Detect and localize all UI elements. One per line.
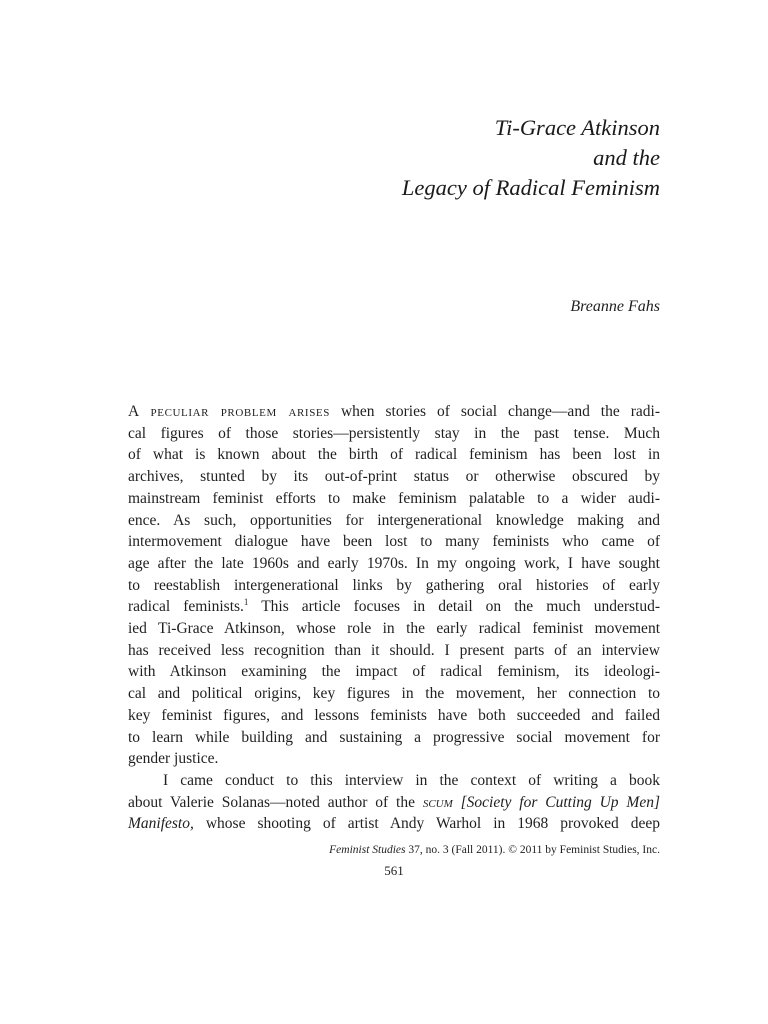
body-line-text: whose shooting of artist Andy Warhol in 1968 provoked deep [193,815,660,833]
body-line: intermovement dialogue have been lost to many feminists who came of [128,533,660,551]
body-line: I came conduct to this interview in the context of writing a book [163,771,660,789]
body-line [128,401,660,423]
body-line: cal and political origins, key figures in the movement, her connection to [128,685,660,703]
body-line: of what is known about the birth of radical feminism has been lost in [128,446,660,464]
body-line-text: when stories of social change—and the radi- [329,403,660,420]
title-line-2: and the [593,145,660,170]
body-line: archives, stunted by its out-of-print status or otherwise obscured by [128,468,660,486]
body-line: has received less recognition than it should. I present parts of an interview [128,641,660,659]
body-line: mainstream feminist efforts to make feminism palatable to a wider audi- [128,489,660,507]
body-line: gender justice. [128,750,219,768]
footnote-marker[interactable]: 1 [243,597,249,608]
body-line: ence. As such, opportunities for intergenerational knowledge making and [128,511,660,529]
scum-subtitle: [Society for Cutting Up Men] [452,793,660,811]
manifesto-word: Manifesto, [128,815,194,833]
title-line-3: Legacy of Radical Feminism [401,175,660,200]
scum-smallcaps: scum [422,793,453,811]
citation-text: 37, no. 3 (Fall 2011). © 2011 by Feminist Studies, Inc. [405,844,660,856]
body-line: with Atkinson examining the impact of radical feminism, its ideologi- [128,663,660,681]
body-line [128,596,660,618]
body-line-text: This article focuses in detail on the much understud- [248,598,660,616]
body-line-text: about Valerie Solanas—noted author of the [128,793,423,811]
body-line: cal figures of those stories—persistently stay in the past tense. Much [128,424,660,442]
citation-footer [329,842,660,858]
article-title [402,113,660,203]
page-number: 561 [384,863,404,878]
author-name: Breanne Fahs [570,298,660,315]
title-line-1: Ti-Grace Atkinson [494,115,660,140]
body-line-text: radical feminists. [128,598,244,616]
body-line: to learn while building and sustaining a progressive social movement for [128,728,660,746]
article-body [128,401,660,835]
journal-name: Feminist Studies [329,844,406,856]
body-line: key feminist figures, and lessons feminists have both succeeded and failed [128,706,660,724]
opening-smallcaps: A peculiar problem arises [128,403,330,420]
body-line [128,813,660,835]
body-line: age after the late 1960s and early 1970s. In my ongoing work, I have sought [128,554,660,572]
body-line: ied Ti-Grace Atkinson, whose role in the early radical feminist movement [128,620,660,638]
body-line [128,792,660,814]
body-line: to reestablish intergenerational links by gathering oral histories of early [128,576,660,594]
